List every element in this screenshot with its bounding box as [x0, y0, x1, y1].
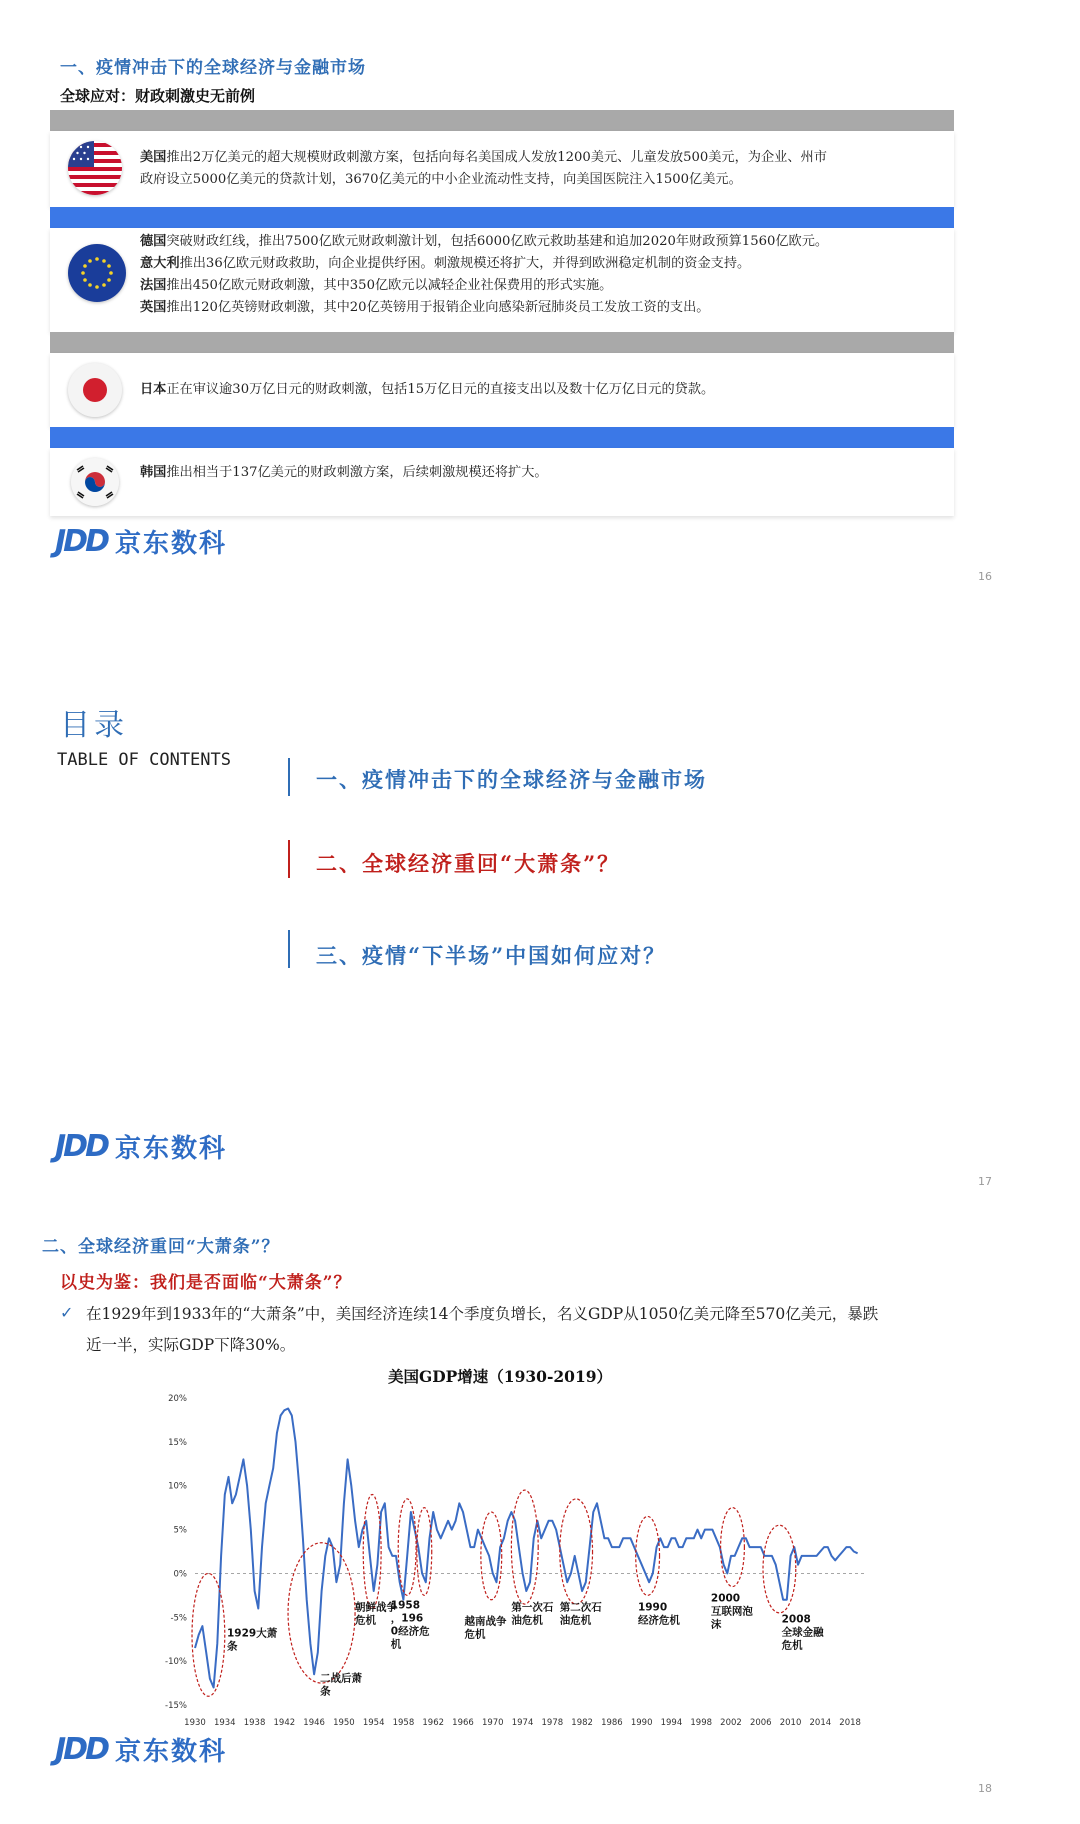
- annotation-ellipse: [763, 1525, 796, 1613]
- annotation-label-line: 越南战争: [464, 1615, 507, 1628]
- divider-bar-gray: [50, 332, 954, 353]
- annotation-label-line: 条: [227, 1640, 238, 1653]
- x-tick-label: 1938: [243, 1718, 266, 1728]
- logo-jd-mark-icon: JDD: [55, 1732, 107, 1767]
- x-tick-label: 1990: [630, 1718, 653, 1728]
- annotation-label-line: 沫: [710, 1618, 722, 1631]
- toc-item-2[interactable]: 二、全球经济重回“大萧条”？: [316, 851, 621, 876]
- annotation-label-line: 油危机: [511, 1614, 543, 1627]
- card-eu-line-2: 意大利推出36亿欧元财政救助，向企业提供纾困。刺激规模还将扩大，并得到欧洲稳定机制的资金支持。: [140, 256, 751, 271]
- card-us-line-1: 美国推出2万亿美元的超大规模财政刺激方案，包括向每名美国成人发放1200美元、儿童发放500美元，为企业、州市: [140, 150, 827, 165]
- toc-item-bar: [288, 758, 290, 796]
- series-line: [195, 1409, 858, 1688]
- annotation-label-line: 1990: [637, 1601, 668, 1614]
- annotation-label-line: 全球金融: [781, 1626, 824, 1639]
- x-tick-label: 1982: [571, 1718, 593, 1728]
- annotation-ellipse: [192, 1573, 225, 1696]
- annotation-label: [782, 1614, 824, 1652]
- toc-item-bar: [288, 930, 290, 968]
- x-tick-label: 1950: [333, 1718, 355, 1728]
- x-tick-label: 1962: [422, 1718, 445, 1728]
- korea-flag-icon: [71, 458, 119, 506]
- y-tick-label: 0%: [173, 1569, 187, 1580]
- logo: [55, 1128, 227, 1165]
- checkmark-icon: ✓: [60, 1303, 74, 1322]
- annotation-ellipse: [288, 1543, 355, 1683]
- annotation-label-line: 朝鲜战争: [355, 1601, 398, 1614]
- divider-bar-blue: [50, 207, 954, 228]
- y-tick-label: 15%: [168, 1437, 187, 1448]
- card-eu-line-4: 英国推出120亿英镑财政刺激，其中20亿英镑用于报销企业向感染新冠肺炎员工发放工资的支出。: [140, 300, 710, 315]
- slide16-title: 一、疫情冲击下的全球经济与金融市场: [60, 58, 366, 78]
- card-eu-line-1: 德国突破财政红线，推出7500亿欧元财政刺激计划，包括6000亿欧元救助基建和追加2020年财政预算1560亿欧元。: [140, 234, 829, 249]
- slide18-subtitle: 以史为鉴：我们是否面临“大萧条”？: [60, 1273, 352, 1293]
- gdp-chart: [150, 1365, 890, 1735]
- x-tick-label: 1930: [184, 1718, 206, 1728]
- chart-title: 美国GDP增速（1930-2019）: [387, 1367, 613, 1386]
- annotation-label-line: 2000: [710, 1592, 741, 1605]
- annotation-label-line: 条: [320, 1685, 331, 1698]
- x-tick-label: 1998: [690, 1718, 713, 1728]
- logo-jd-mark-icon: JDD: [55, 524, 107, 559]
- logo-text: 京东数科: [114, 1134, 227, 1164]
- annotation-label: [391, 1600, 430, 1651]
- us-flag-icon: [68, 141, 122, 195]
- card-japan-line-1: 日本正在审议逾30万亿日元的财政刺激，包括15万亿日元的直接支出以及数十亿万亿日元的贷款。: [140, 382, 715, 397]
- x-tick-label: 1970: [481, 1718, 504, 1728]
- page-number: 18: [978, 1782, 992, 1795]
- annotation-label: [227, 1627, 278, 1653]
- annotation-label-line: 经济危机: [637, 1614, 680, 1627]
- x-tick-label: 2002: [720, 1718, 742, 1728]
- x-tick-label: 2018: [839, 1718, 861, 1728]
- annotation-label-line: 1929大萧: [227, 1627, 278, 1640]
- x-tick-label: 1958: [392, 1718, 415, 1728]
- x-tick-label: 1942: [273, 1718, 296, 1728]
- annotation-label: [511, 1600, 553, 1626]
- annotation-label: [560, 1600, 602, 1626]
- toc-subtitle: TABLE OF CONTENTS: [57, 750, 231, 770]
- x-tick-label: 1986: [601, 1718, 623, 1728]
- card-korea: [50, 448, 954, 516]
- card-us-line-2: 政府设立5000亿美元的贷款计划，3670亿美元的中小企业流动性支持，向美国医院注入1500亿美元。: [140, 172, 742, 187]
- annotation-label: [638, 1601, 680, 1626]
- annotation-label-line: ，196: [390, 1612, 424, 1625]
- logo-text: 京东数科: [114, 529, 227, 559]
- logo: [55, 523, 227, 560]
- annotation-label-line: 第二次石: [559, 1601, 602, 1614]
- x-tick-label: 1978: [541, 1718, 564, 1728]
- chart-plot: [150, 1390, 890, 1735]
- y-tick-label: 10%: [168, 1481, 187, 1492]
- card-eu-line-3: 法国推出450亿欧元财政刺激，其中350亿欧元以减轻企业社保费用的形式实施。: [140, 278, 613, 293]
- eu-flag-icon: [68, 244, 126, 302]
- divider-bar-gray: [50, 110, 954, 131]
- toc-title: 目录: [60, 708, 128, 743]
- x-tick-label: 1954: [362, 1718, 385, 1728]
- annotation-label-line: 危机: [464, 1628, 486, 1641]
- slide16-subtitle: 全球应对：财政刺激史无前例: [60, 87, 256, 105]
- annotation-label-line: 互联网泡: [710, 1605, 753, 1618]
- slide18-body-line-1: 在1929年到1933年的“大萧条”中，美国经济连续14个季度负增长，名义GDP从1050亿美元降至570亿美元，暴跌: [86, 1305, 879, 1323]
- annotation-label: [464, 1614, 506, 1640]
- page-number: 16: [978, 570, 992, 583]
- x-tick-label: 1966: [452, 1718, 474, 1728]
- card-us: [50, 131, 954, 207]
- annotation-label-line: 危机: [355, 1614, 377, 1627]
- annotation-ellipse: [560, 1499, 593, 1604]
- annotation-label-line: 危机: [781, 1639, 803, 1652]
- toc-item-3[interactable]: 三、疫情“下半场”中国如何应对？: [316, 943, 667, 968]
- slide18-title: 二、全球经济重回“大萧条”？: [42, 1237, 280, 1257]
- logo-jd-mark-icon: JDD: [55, 1129, 107, 1164]
- toc-item-1[interactable]: 一、疫情冲击下的全球经济与金融市场: [316, 767, 707, 792]
- x-tick-label: 1946: [303, 1718, 325, 1728]
- logo: [55, 1731, 227, 1768]
- y-tick-label: -15%: [165, 1701, 187, 1711]
- annotation-label-line: 二战后萧: [320, 1672, 363, 1685]
- card-japan: [50, 353, 954, 427]
- annotation-label-line: 机: [390, 1638, 402, 1651]
- page-number: 17: [978, 1175, 992, 1188]
- x-tick-label: 1974: [511, 1718, 534, 1728]
- x-tick-label: 1934: [213, 1718, 236, 1728]
- y-tick-label: 20%: [168, 1394, 187, 1404]
- x-tick-label: 1994: [660, 1718, 683, 1728]
- y-tick-label: 5%: [173, 1525, 187, 1536]
- annotation-label-line: 2008: [781, 1613, 811, 1626]
- x-tick-label: 2006: [749, 1718, 772, 1728]
- annotation-label-line: 0经济危: [390, 1625, 430, 1638]
- y-tick-label: -5%: [170, 1613, 187, 1624]
- annotation-label-line: 第一次石: [511, 1601, 554, 1614]
- annotation-label-line: 1958: [390, 1599, 421, 1612]
- logo-text: 京东数科: [114, 1737, 227, 1767]
- card-korea-line-1: 韩国推出相当于137亿美元的财政刺激方案，后续刺激规模还将扩大。: [140, 465, 548, 480]
- toc-item-bar: [288, 840, 290, 878]
- x-tick-label: 2010: [779, 1718, 802, 1728]
- annotation-ellipse: [721, 1508, 745, 1587]
- slide18-body-line-2: 近一半，实际GDP下降30%。: [86, 1336, 296, 1354]
- annotation-label-line: 油危机: [559, 1614, 592, 1627]
- japan-flag-icon: [68, 363, 122, 417]
- y-tick-label: -10%: [165, 1657, 187, 1668]
- card-eu: [50, 228, 954, 332]
- divider-bar-blue: [50, 427, 954, 448]
- x-tick-label: 2014: [809, 1718, 832, 1728]
- annotation-label: [711, 1592, 753, 1630]
- annotation-label: [320, 1671, 362, 1697]
